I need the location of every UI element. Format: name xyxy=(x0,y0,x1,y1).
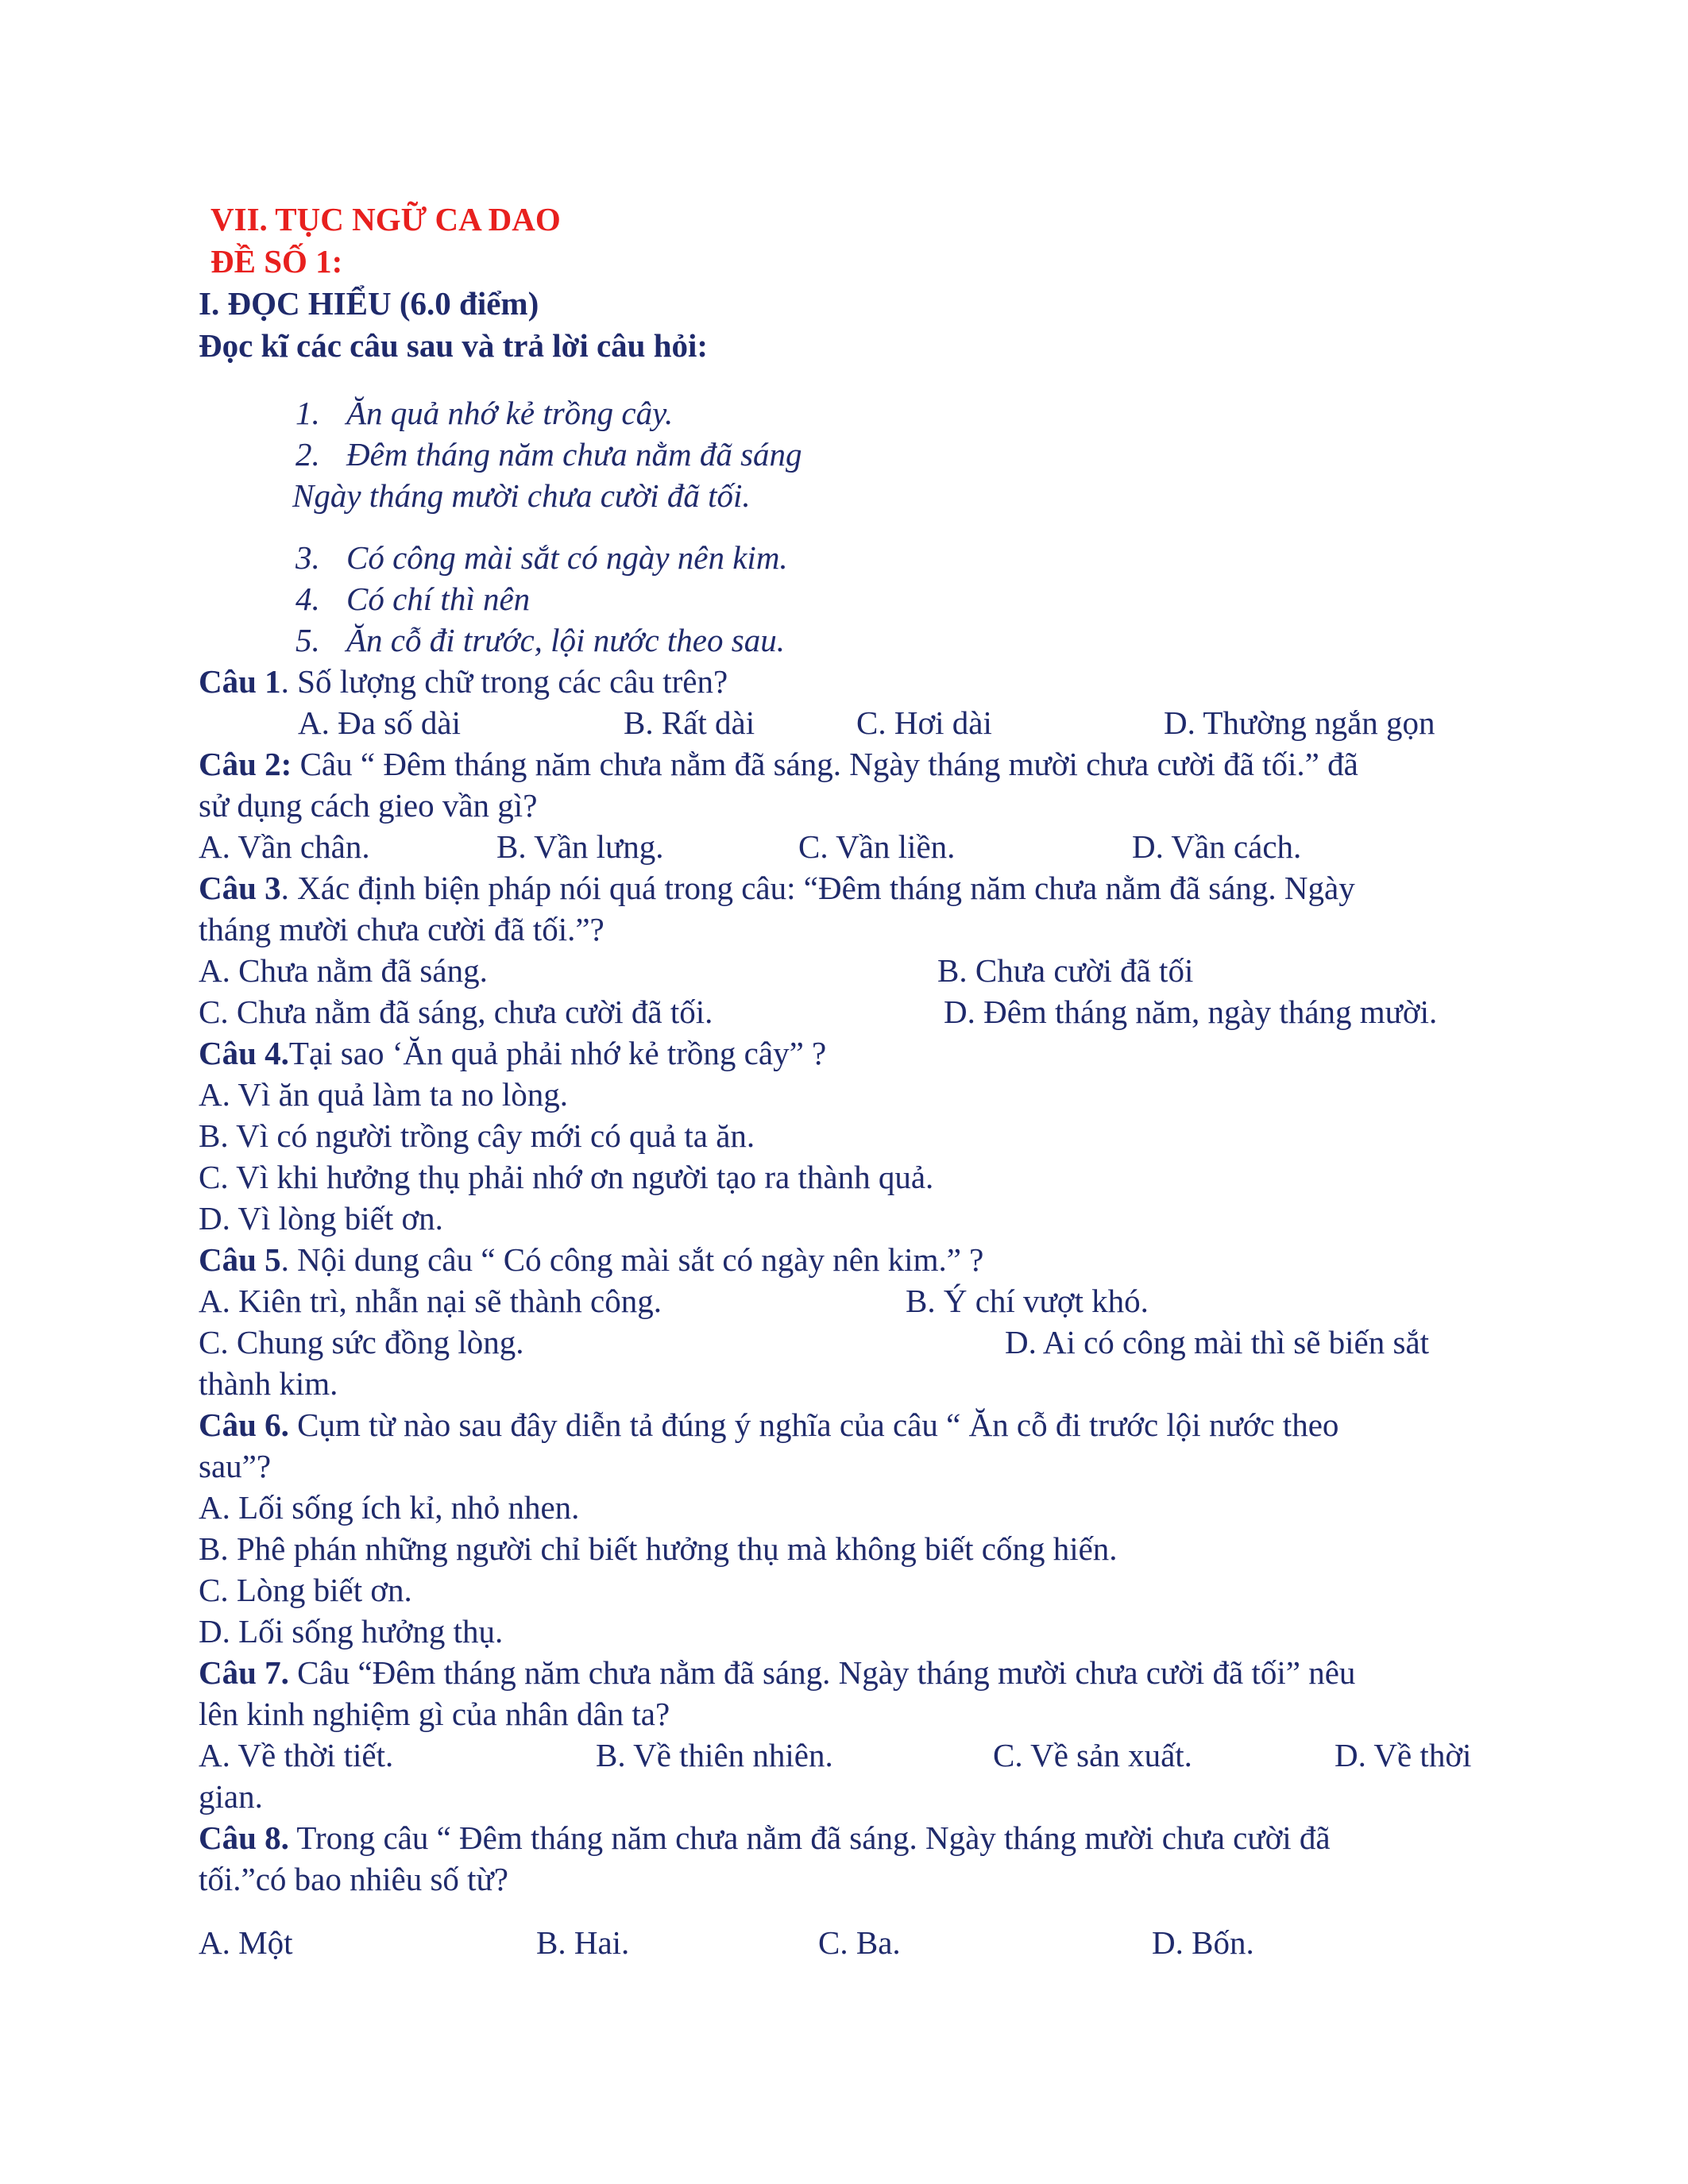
option-a: A. Kiên trì, nhẫn nại sẽ thành công. xyxy=(199,1283,662,1319)
option-b: B. Ý chí vượt khó. xyxy=(906,1283,1149,1319)
question-7-line2: lên kinh nghiệm gì của nhân dân ta? xyxy=(199,1696,670,1732)
proverb-5: 5. Ăn cỗ đi trước, lội nước theo sau. xyxy=(295,622,785,658)
question-3-line2: tháng mười chưa cười đã tối.”? xyxy=(199,911,605,947)
question-4-option-c: C. Vì khi hưởng thụ phải nhớ ơn người tạo ra thành quả. xyxy=(199,1159,934,1195)
question-2-line2: sử dụng cách gieo vần gì? xyxy=(199,787,538,824)
question-2: Câu 2: Câu “ Đêm tháng năm chưa nằm đã sáng. Ngày tháng mười chưa cười đã tối.” đã xyxy=(199,746,1358,782)
option-a: A. Về thời tiết. xyxy=(199,1737,394,1773)
option-c: C. Về sản xuất. xyxy=(993,1737,1192,1773)
question-4-option-d: D. Vì lòng biết ơn. xyxy=(199,1200,443,1237)
proverb-3: 3. Có công mài sắt có ngày nên kim. xyxy=(295,539,788,576)
proverb-4: 4. Có chí thì nên xyxy=(295,581,531,617)
proverb-2-line2: Ngày tháng mười chưa cười đã tối. xyxy=(292,477,751,514)
option-c: C. Chưa nằm đã sáng, chưa cười đã tối. xyxy=(199,994,713,1030)
question-6: Câu 6. Cụm từ nào sau đây diễn tả đúng ý nghĩa của câu “ Ăn cỗ đi trước lội nước theo xyxy=(199,1406,1339,1443)
option-c: C. Chung sức đồng lòng. xyxy=(199,1324,524,1360)
question-7: Câu 7. Câu “Đêm tháng năm chưa nằm đã sáng. Ngày tháng mười chưa cười đã tối” nêu xyxy=(199,1654,1356,1691)
page-subtitle: ĐỀ SỐ 1: xyxy=(211,243,343,280)
question-4: Câu 4.Tại sao ‘Ăn quả phải nhớ kẻ trồng cây” ? xyxy=(199,1035,827,1071)
instruction-text: Đọc kĩ các câu sau và trả lời câu hỏi: xyxy=(199,327,709,364)
question-6-option-b: B. Phê phán những người chỉ biết hưởng thụ mà không biết cống hiến. xyxy=(199,1530,1118,1567)
option-a: A. Đa số dài xyxy=(298,704,461,741)
question-6-option-c: C. Lòng biết ơn. xyxy=(199,1572,412,1608)
option-b: B. Về thiên nhiên. xyxy=(596,1737,833,1773)
question-4-option-b: B. Vì có người trồng cây mới có quả ta ăn. xyxy=(199,1117,755,1154)
option-d: D. Thường ngắn gọn xyxy=(1164,704,1435,741)
question-7-option-d-cont: gian. xyxy=(199,1778,263,1815)
option-b: B. Chưa cười đã tối xyxy=(937,952,1194,989)
option-c: C. Hơi dài xyxy=(856,704,992,741)
option-d: D. Về thời xyxy=(1335,1737,1472,1773)
option-c: C. Ba. xyxy=(818,1924,901,1961)
option-a: A. Một xyxy=(199,1924,293,1961)
option-d: D. Bốn. xyxy=(1152,1924,1254,1961)
option-a: A. Vần chân. xyxy=(199,828,370,865)
question-8-line2: tối.”có bao nhiêu số từ? xyxy=(199,1861,508,1897)
option-a: A. Chưa nằm đã sáng. xyxy=(199,952,488,989)
option-b: B. Vần lưng. xyxy=(496,828,664,865)
section-heading: I. ĐỌC HIỂU (6.0 điểm) xyxy=(199,285,539,322)
option-c: C. Vần liền. xyxy=(798,828,956,865)
question-4-option-a: A. Vì ăn quả làm ta no lòng. xyxy=(199,1076,568,1113)
option-d: D. Vần cách. xyxy=(1132,828,1302,865)
option-b: B. Rất dài xyxy=(624,704,755,741)
question-6-option-a: A. Lối sống ích kỉ, nhỏ nhen. xyxy=(199,1489,580,1526)
proverb-2: 2. Đêm tháng năm chưa nằm đã sáng xyxy=(295,436,802,473)
question-3: Câu 3. Xác định biện pháp nói quá trong câu: “Đêm tháng năm chưa nằm đã sáng. Ngày xyxy=(199,870,1355,906)
page-title: VII. TỤC NGỮ CA DAO xyxy=(211,201,561,237)
question-5: Câu 5. Nội dung câu “ Có công mài sắt có ngày nên kim.” ? xyxy=(199,1241,984,1278)
option-d: D. Đêm tháng năm, ngày tháng mười. xyxy=(944,994,1438,1030)
question-5-option-d-cont: thành kim. xyxy=(199,1365,338,1402)
proverb-1: 1. Ăn quả nhớ kẻ trồng cây. xyxy=(295,395,674,431)
option-d: D. Ai có công mài thì sẽ biến sắt xyxy=(1005,1324,1430,1360)
question-6-line2: sau”? xyxy=(199,1448,272,1484)
question-6-option-d: D. Lối sống hưởng thụ. xyxy=(199,1613,504,1650)
question-1: Câu 1. Số lượng chữ trong các câu trên? xyxy=(199,663,728,700)
option-b: B. Hai. xyxy=(536,1924,630,1961)
question-8: Câu 8. Trong câu “ Đêm tháng năm chưa nằm đã sáng. Ngày tháng mười chưa cười đã xyxy=(199,1819,1331,1856)
